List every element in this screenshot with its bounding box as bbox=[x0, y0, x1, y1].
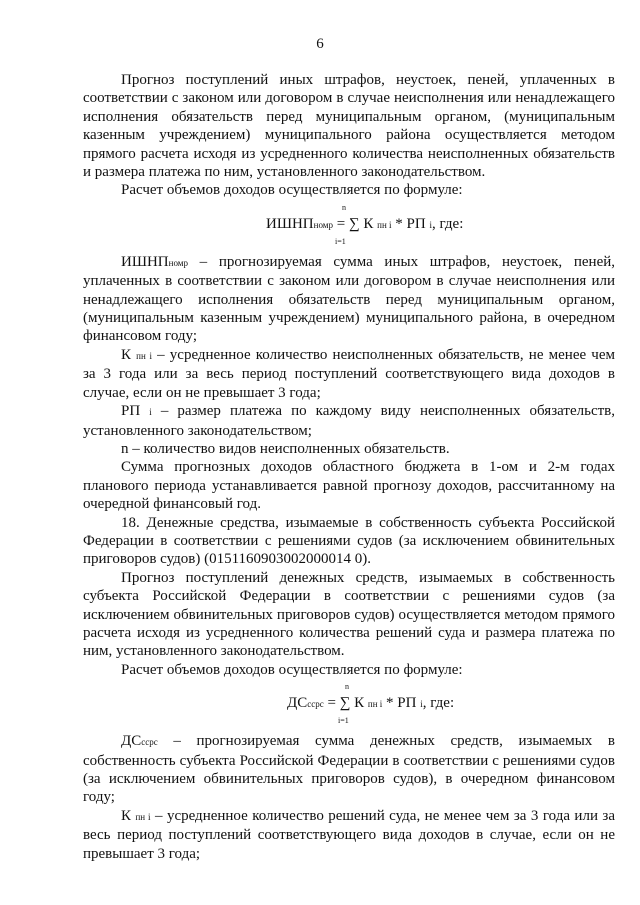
paragraph-forecast-court: Прогноз поступлений денежных средств, изымаемых в собственность субъекта Российской Федерации в соответствии с решениями судов (за исключением обвинительных приговоров судов) осуществляется методом прямого расчета исходя из усредненного количества решений суда и размера платежа по ним, установленного законодательством. bbox=[83, 569, 615, 660]
paragraph-forecast-fines: Прогноз поступлений иных штрафов, неустоек, пеней, уплаченных в соответствии с законом или договором в случае неисполнения или ненадлежащего исполнения обязательств перед муниципальным органом, (муниципальным казенным учреждением) муниципального района осуществляется методом прямого расчета исходя из усредненного количества неисполненных обязательств и размера платежа по ним, установленного законодательством. bbox=[83, 72, 615, 181]
formula-lower-limit: i=1 bbox=[338, 716, 349, 726]
paragraph-formula-intro-2: Расчет объемов доходов осуществляется по формуле: bbox=[121, 661, 463, 678]
definition-ds: ДСссрс – прогнозируемая сумма денежных средств, изымаемых в собственность субъекта Российской Федерации в соответствии с решениями судов (за исключением обвинительных приговоров судов), в очередном финансовом году; bbox=[83, 733, 615, 806]
paragraph-item-18: 18. Денежные средства, изымаемые в собственность субъекта Российской Федерации в соответствии с решениями судов (за исключением обвинительных приговоров судов) (0151160903002000014 0). bbox=[83, 514, 615, 568]
formula-ishnp bbox=[83, 201, 615, 253]
paragraph-planning-period: Сумма прогнозных доходов областного бюджета в 1-ом и 2-м годах планового периода устанавливается равной прогнозу доходов, рассчитанному на очередной финансовый год. bbox=[83, 459, 615, 513]
formula-ds bbox=[83, 680, 615, 732]
definition-k-court: К пн i – усредненное количество решений суда, не менее чем за 3 года или за весь период поступлений соответствующего вида доходов в случае, если он не превышает 3 года; bbox=[83, 807, 615, 862]
formula-upper-limit: n bbox=[345, 682, 349, 692]
definition-k: К пн i – усредненное количество неисполненных обязательств, не менее чем за 3 года или за весь период поступлений соответствующего вида доходов в случае, если он не превышает 3 года; bbox=[83, 346, 615, 401]
page-number: 6 bbox=[316, 36, 324, 52]
definition-n: n – количество видов неисполненных обязательств. bbox=[121, 440, 450, 457]
document-body bbox=[83, 71, 615, 863]
formula-upper-limit: n bbox=[342, 202, 346, 212]
definition-ishnp: ИШНПномр – прогнозируемая сумма иных штрафов, неустоек, пеней, уплаченных в соответствии с законом или договором в случае неисполнения или ненадлежащего исполнения обязательств перед муниципальным органом, (муниципальным казенным учреждением) муниципального района, в очередном финансовом году; bbox=[83, 253, 615, 345]
formula-expression: ИШНПномр = ∑ К пн i * РП i, где: bbox=[266, 215, 464, 232]
formula-expression: ДСссрс = ∑ К пн i * РП i, где: bbox=[287, 695, 455, 712]
formula-lower-limit: i=1 bbox=[335, 236, 346, 246]
paragraph-formula-intro-1: Расчет объемов доходов осуществляется по формуле: bbox=[121, 182, 463, 199]
definition-rp: РП i – размер платежа по каждому виду неисполненных обязательств, установленного законодательством; bbox=[83, 403, 615, 439]
